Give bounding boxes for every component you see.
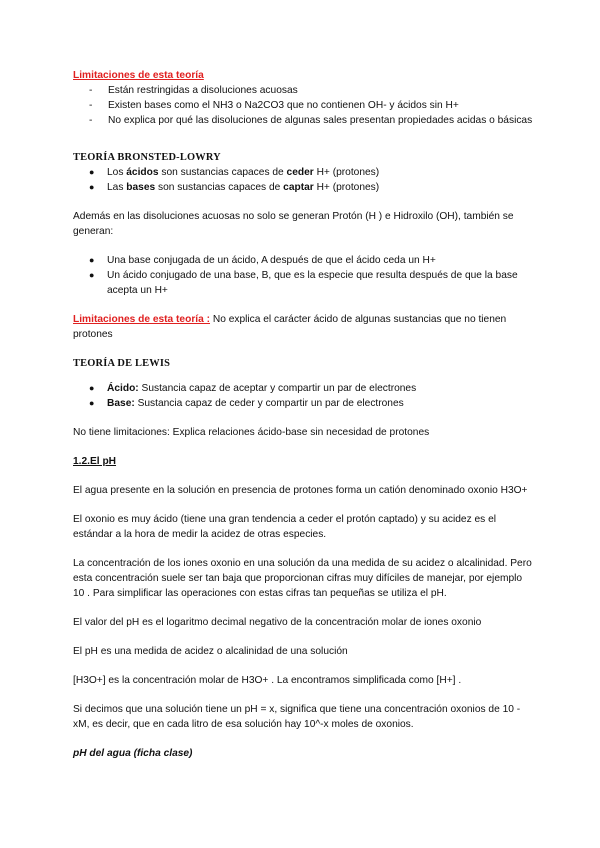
ph-paragraph: La concentración de los iones oxonio en una solución da una medida de su acidez o alcalinidad. Pero esta concentración suele ser tan baja que proporcionan cifras muy difíciles de manejar, por ejemplo 10 . Para simplificar las operaciones con estas cifras tan pequeñas se utiliza el pH. <box>73 558 532 599</box>
ph-paragraph: [H3O+] es la concentración molar de H3O+ . La encontramos simplificada como [H+] . <box>73 675 462 686</box>
lewis-heading: TEORÍA DE LEWIS <box>73 358 171 369</box>
list-item-base: ● Base: Sustancia capaz de ceder y compartir un par de electrones <box>89 398 404 409</box>
ph-paragraph: El pH es una medida de acidez o alcalinidad de una solución <box>73 646 348 657</box>
ph-paragraph: Si decimos que una solución tiene un pH = x, significa que tiene una concentración oxonios de 10 -xM, es decir, que en cada litro de esa solución hay 10^-x moles de oxonios. <box>73 704 521 730</box>
bronsted-heading: TEORÍA BRONSTED-LOWRY <box>73 152 221 163</box>
ph-paragraph: El oxonio es muy ácido (tiene una gran tendencia a ceder el protón captado) y su acidez es el estándar a la hora de medir la acidez de otras especies. <box>73 514 497 540</box>
list-item: - Existen bases como el NH3 o Na2CO3 que no contienen OH- y ácidos sin H+ <box>89 100 459 111</box>
list-item-base: ● Las bases son sustancias capaces de captar H+ (protones) <box>89 182 380 193</box>
bronsted-paragraph: Además en las disoluciones acuosas no solo se generan Protón (H ) e Hidroxilo (OH), también se generan: <box>73 211 514 237</box>
document-body <box>73 68 533 761</box>
ph-paragraph: El valor del pH es el logaritmo decimal negativo de la concentración molar de iones oxonio <box>73 617 482 628</box>
list-item: ● Una base conjugada de un ácido, A después de que el ácido ceda un H+ <box>89 255 436 266</box>
ph-section-title: 1.2.El pH <box>73 456 117 467</box>
limitations-paragraph-2: Limitaciones de esta teoría : No explica el carácter ácido de algunas sustancias que no tienen protones <box>73 314 507 340</box>
lewis-note: No tiene limitaciones: Explica relaciones ácido-base sin necesidad de protones <box>73 427 430 438</box>
bronsted-definitions <box>73 165 533 195</box>
ph-water-title: pH del agua (ficha clase) <box>73 748 193 759</box>
list-item: - Están restringidas a disoluciones acuosas <box>89 85 298 96</box>
list-item: ● Un ácido conjugado de una base, B, que es la especie que resulta después de que la base acepta un H+ <box>89 270 518 296</box>
conjugate-list <box>73 253 533 298</box>
limitations-title-1: Limitaciones de esta teoría <box>73 70 204 81</box>
list-item: - No explica por qué las disoluciones de algunas sales presentan propiedades acidas o básicas <box>89 115 533 126</box>
list-item-acid: ● Los ácidos son sustancias capaces de ceder H+ (protones) <box>89 167 380 178</box>
limitations-list-1 <box>73 83 533 128</box>
list-item-acid: ● Ácido: Sustancia capaz de aceptar y compartir un par de electrones <box>89 383 417 394</box>
lewis-definitions <box>73 381 533 411</box>
ph-paragraph: El agua presente en la solución en presencia de protones forma un catión denominado oxonio H3O+ <box>73 485 528 496</box>
